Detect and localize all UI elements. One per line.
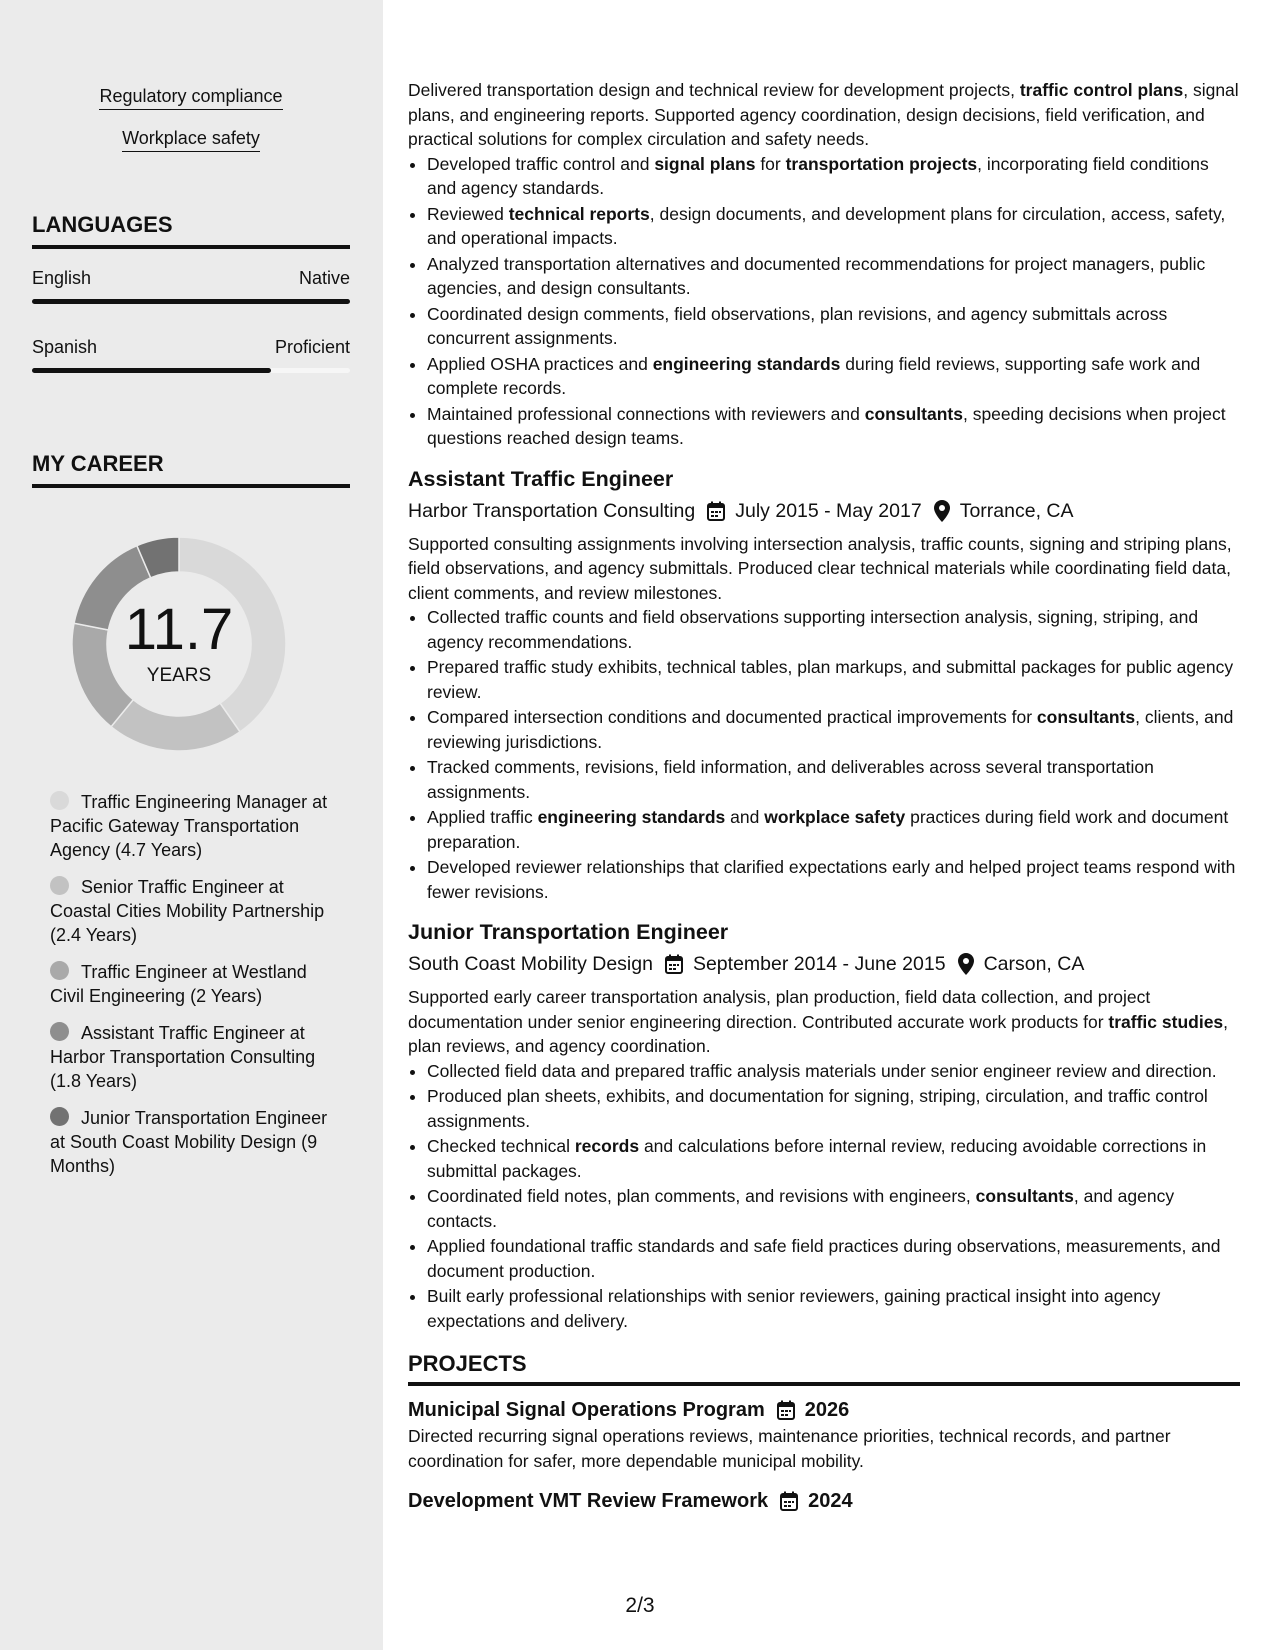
bullet-item: • Maintained professional connections with reviewers and consultants, speeding decisions when project questions reached design teams. (427, 402, 1240, 451)
calendar-icon (780, 1491, 798, 1511)
bullet-item: • Developed reviewer relationships that clarified expectations early and helped project teams respond with fewer revisions. (427, 855, 1240, 904)
job-description: Supported consulting assignments involving intersection analysis, traffic counts, signing and striping plans, field observations, and agency submittals. Produced clear technical materials while coordinating field data, client comments, and review milestones. (408, 533, 1232, 603)
job-bullets (408, 605, 1240, 904)
language-name: English (32, 268, 92, 288)
experience-summary: Delivered transportation design and technical review for development projects, traffic control plans, signal plans, and engineering reports. Supported agency coordination, design decisions, field verification, and practical solutions for complex circulation and safety needs. (408, 80, 1239, 149)
career-legend-item (50, 790, 332, 862)
career-role-label: Junior Transportation Engineer at South Coast Mobility Design (9 Months) (50, 1108, 328, 1176)
job-bullets (408, 1059, 1240, 1334)
language-row (32, 337, 350, 358)
legend-dot (50, 961, 69, 980)
main-content (408, 78, 1240, 1515)
job-entry (408, 465, 1240, 905)
languages-heading: LANGUAGES (32, 212, 350, 249)
language-level: Native (298, 268, 350, 288)
bullet-item: • Reviewed technical reports, design documents, and development plans for circulation, access, safety, and operational impacts. (427, 202, 1240, 251)
job-location: Torrance, CA (959, 499, 1074, 522)
career-role-label: Senior Traffic Engineer at Coastal Cities Mobility Partnership (2.4 Years) (50, 877, 325, 945)
project-entry (408, 1396, 1240, 1473)
project-title-row (408, 1396, 1240, 1424)
calendar-icon (707, 501, 725, 521)
career-role-label: Traffic Engineer at Westland Civil Engineering (2 Years) (50, 962, 307, 1006)
job-title: Junior Transportation Engineer (408, 920, 729, 944)
career-total-unit: YEARS (146, 665, 212, 686)
bullet-item: • Prepared traffic study exhibits, technical tables, plan markups, and submittal packages for public agency review. (427, 655, 1240, 704)
calendar-icon (665, 954, 683, 974)
project-title-row (408, 1487, 1240, 1515)
map-pin-icon (934, 500, 950, 522)
bullet-item: • Applied traffic engineering standards and workplace safety practices during field work and document preparation. (427, 805, 1240, 854)
job-entry (408, 918, 1240, 1333)
language-bar (32, 299, 350, 304)
bullet-item: • Collected traffic counts and field observations supporting intersection analysis, signing, striping, and agency recommendations. (427, 605, 1240, 654)
career-total-years: 11.7 (124, 597, 234, 662)
bullet-item: • Collected field data and prepared traffic analysis materials under senior engineer review and direction. (427, 1059, 1240, 1084)
job-location: Carson, CA (983, 953, 1085, 975)
map-pin-icon (958, 953, 974, 975)
bullet-item: • Applied OSHA practices and engineering standards during field reviews, supporting safe work and complete records. (427, 352, 1240, 401)
bullet-item: • Tracked comments, revisions, field information, and deliverables across several transportation assignments. (427, 755, 1240, 804)
legend-dot (50, 791, 69, 810)
language-bar (32, 368, 350, 373)
page-number: 2/3 (625, 1594, 655, 1617)
language-row (32, 268, 350, 289)
job-meta (408, 498, 1240, 524)
bullet-item: • Analyzed transportation alternatives and documented recommendations for project managers, public agencies, and design consultants. (427, 252, 1240, 301)
legend-dot (50, 1022, 69, 1041)
bullet-item: • Produced plan sheets, exhibits, and documentation for signing, striping, circulation, and traffic control assignments. (427, 1084, 1240, 1133)
legend-dot (50, 876, 69, 895)
project-year: 2024 (808, 1490, 853, 1512)
project-title: Municipal Signal Operations Program (408, 1399, 765, 1421)
skills-list (32, 86, 350, 170)
career-legend (50, 790, 332, 1191)
job-dates: September 2014 - June 2015 (692, 953, 946, 975)
experience-bullets (408, 152, 1240, 451)
project-year: 2026 (804, 1399, 850, 1421)
project-entry (408, 1487, 1240, 1515)
career-legend-item (50, 1106, 332, 1178)
job-title: Assistant Traffic Engineer (408, 466, 674, 491)
project-title: Development VMT Review Framework (408, 1490, 769, 1512)
language-bar-fill (32, 368, 271, 373)
language-name: Spanish (32, 337, 98, 357)
job-description: Supported early career transportation analysis, plan production, field data collection, and project documentation under senior engineering direction. Contributed accurate work products for traffic studies, plan reviews, and agency coordination. (408, 987, 1229, 1056)
bullet-item: • Coordinated field notes, plan comments, and revisions with engineers, consultants, and agency contacts. (427, 1184, 1240, 1233)
bullet-item: • Compared intersection conditions and documented practical improvements for consultants, clients, and reviewing jurisdictions. (427, 705, 1240, 754)
career-role-label: Traffic Engineering Manager at Pacific Gateway Transportation Agency (4.7 Years) (50, 792, 328, 860)
project-description: Directed recurring signal operations reviews, maintenance priorities, technical records, and partner coordination for safer, more dependable municipal mobility. (408, 1426, 1171, 1471)
bullet-item: • Checked technical records and calculations before internal review, reducing avoidable corrections in submittal packages. (427, 1134, 1240, 1183)
career-legend-item (50, 960, 332, 1008)
calendar-icon (777, 1400, 795, 1420)
career-role-label: Assistant Traffic Engineer at Harbor Transportation Consulting (1.8 Years) (50, 1023, 316, 1091)
bullet-item: • Built early professional relationships with senior reviewers, gaining practical insight into agency expectations and delivery. (427, 1284, 1240, 1333)
legend-dot (50, 1107, 69, 1126)
career-legend-item (50, 1021, 332, 1093)
job-meta (408, 951, 1240, 977)
skill-item: Regulatory compliance (99, 86, 282, 110)
job-dates: July 2015 - May 2017 (735, 499, 922, 522)
company-name: Harbor Transportation Consulting (408, 499, 696, 522)
career-heading: MY CAREER (32, 451, 350, 488)
company-name: South Coast Mobility Design (408, 953, 653, 975)
donut-slice-1 (111, 700, 240, 751)
bullet-item: • Coordinated design comments, field observations, plan revisions, and agency submittals across concurrent assignments. (427, 302, 1240, 351)
bullet-item: • Applied foundational traffic standards and safe field practices during observations, measurements, and document production. (427, 1234, 1240, 1283)
skill-item: Workplace safety (122, 128, 260, 152)
bullet-item: • Developed traffic control and signal plans for transportation projects, incorporating field conditions and agency standards. (427, 152, 1240, 201)
projects-heading: PROJECTS (408, 1351, 1240, 1386)
language-level: Proficient (274, 337, 350, 357)
sidebar (0, 0, 383, 1650)
language-bar-fill (32, 299, 350, 304)
career-legend-item (50, 875, 332, 947)
